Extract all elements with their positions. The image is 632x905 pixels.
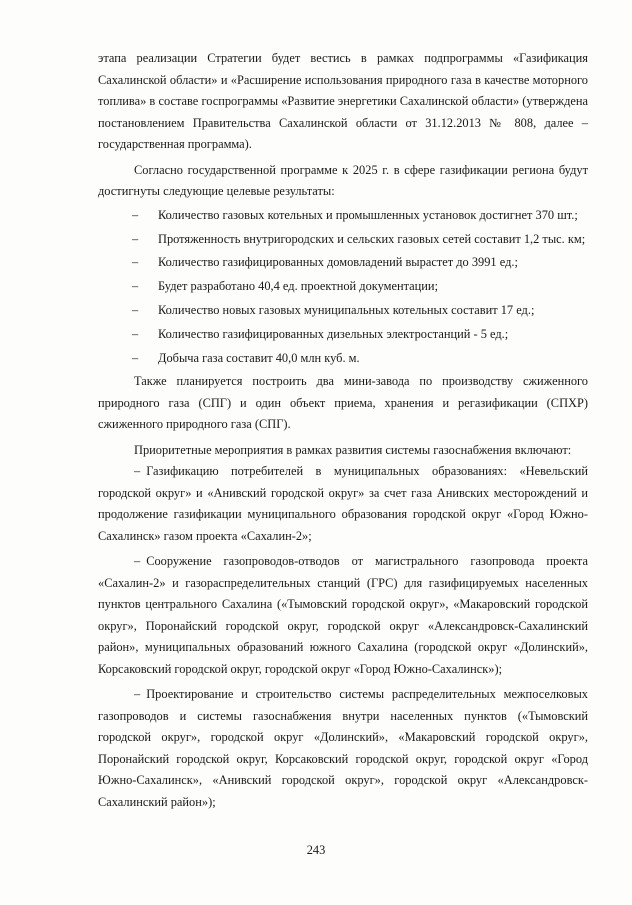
priority-item: – Проектирование и строительство системы распределительных межпоселковых газопроводов и системы газоснабжения внутри населенных пунктов («Тымовский городской округ», городской округ «Долинский», «Макаровский городской округ», Поронайский городской округ, Корсаковский городской округ, городской округ «Город Южно-Сахалинск», «Анивский городской округ», городской округ «Александровск-Сахалинский район»); xyxy=(98,687,588,809)
document-body xyxy=(98,48,588,813)
list-item: – Количество газифицированных домовладений вырастет до 3991 ед.; xyxy=(98,252,588,274)
dash-marker: – xyxy=(132,302,139,317)
priority-item: – Газификацию потребителей в муниципальных образованиях: «Невельский городской округ» и «Анивский городской округ» за счет газа Анивских месторождений и продолжение газификации муниципального образования городской округ «Город Южно-Сахалинск» газом проекта «Сахалин-2»; xyxy=(98,464,588,543)
dash-marker: – xyxy=(132,279,139,294)
intro-paragraph: этапа реализации Стратегии будет вестись в рамках подпрограммы «Газификация Сахалинской области» и «Расширение использования природного газа в качестве моторного топлива» в составе госпрограммы «Развитие энергетики Сахалинской области» (утверждена постановлением Правительства Сахалинской области от 31.12.2013 № 808, далее – государственная программа). xyxy=(98,51,588,151)
dash-marker: – xyxy=(134,687,141,702)
list-item: – Количество газифицированных дизельных электростанций - 5 ед.; xyxy=(98,324,588,346)
dash-marker: – xyxy=(132,207,139,222)
priority-item: – Сооружение газопроводов-отводов от магистрального газопровода проекта «Сахалин-2» и газораспределительных станций (ГРС) для газифицируемых населенных пунктов центрального Сахалина («Тымовский городской округ», «Макаровский городской округ», Поронайский городской округ, городской округ «Александровск-Сахалинский район», муниципальных образований южного Сахалина (городской округ «Долинский», Корсаковский городской округ, городской округ «Город Южно-Сахалинск»); xyxy=(98,554,588,676)
lng-paragraph: Также планируется построить два мини-завода по производству сжиженного природного газа (СПГ) и один объект приема, хранения и регазификации (СПХР) сжиженного природного газа (СПГ). xyxy=(98,374,588,432)
dash-marker: – xyxy=(134,554,141,569)
page-number: 243 xyxy=(306,843,326,857)
targets-intro-paragraph: Согласно государственной программе к 2025 г. в сфере газификации региона будут достигнуты следующие целевые результаты: xyxy=(98,162,588,198)
dash-marker: – xyxy=(132,231,139,246)
list-item: – Количество газовых котельных и промышленных установок достигнет 370 шт.; xyxy=(98,205,588,227)
dash-marker: – xyxy=(132,326,139,341)
dash-marker: – xyxy=(132,255,139,270)
dash-marker: – xyxy=(132,350,139,365)
list-item: – Протяженность внутригородских и сельских газовых сетей составит 1,2 тыс. км; xyxy=(98,229,588,251)
list-item: – Добыча газа составит 40,0 млн куб. м. xyxy=(98,348,588,370)
list-item: – Будет разработано 40,4 ед. проектной документации; xyxy=(98,276,588,298)
priority-intro-paragraph: Приоритетные мероприятия в рамках развития системы газоснабжения включают: xyxy=(134,442,572,457)
dash-marker: – xyxy=(134,464,141,479)
targets-list xyxy=(98,205,588,369)
list-item: – Количество новых газовых муниципальных котельных составит 17 ед.; xyxy=(98,300,588,322)
